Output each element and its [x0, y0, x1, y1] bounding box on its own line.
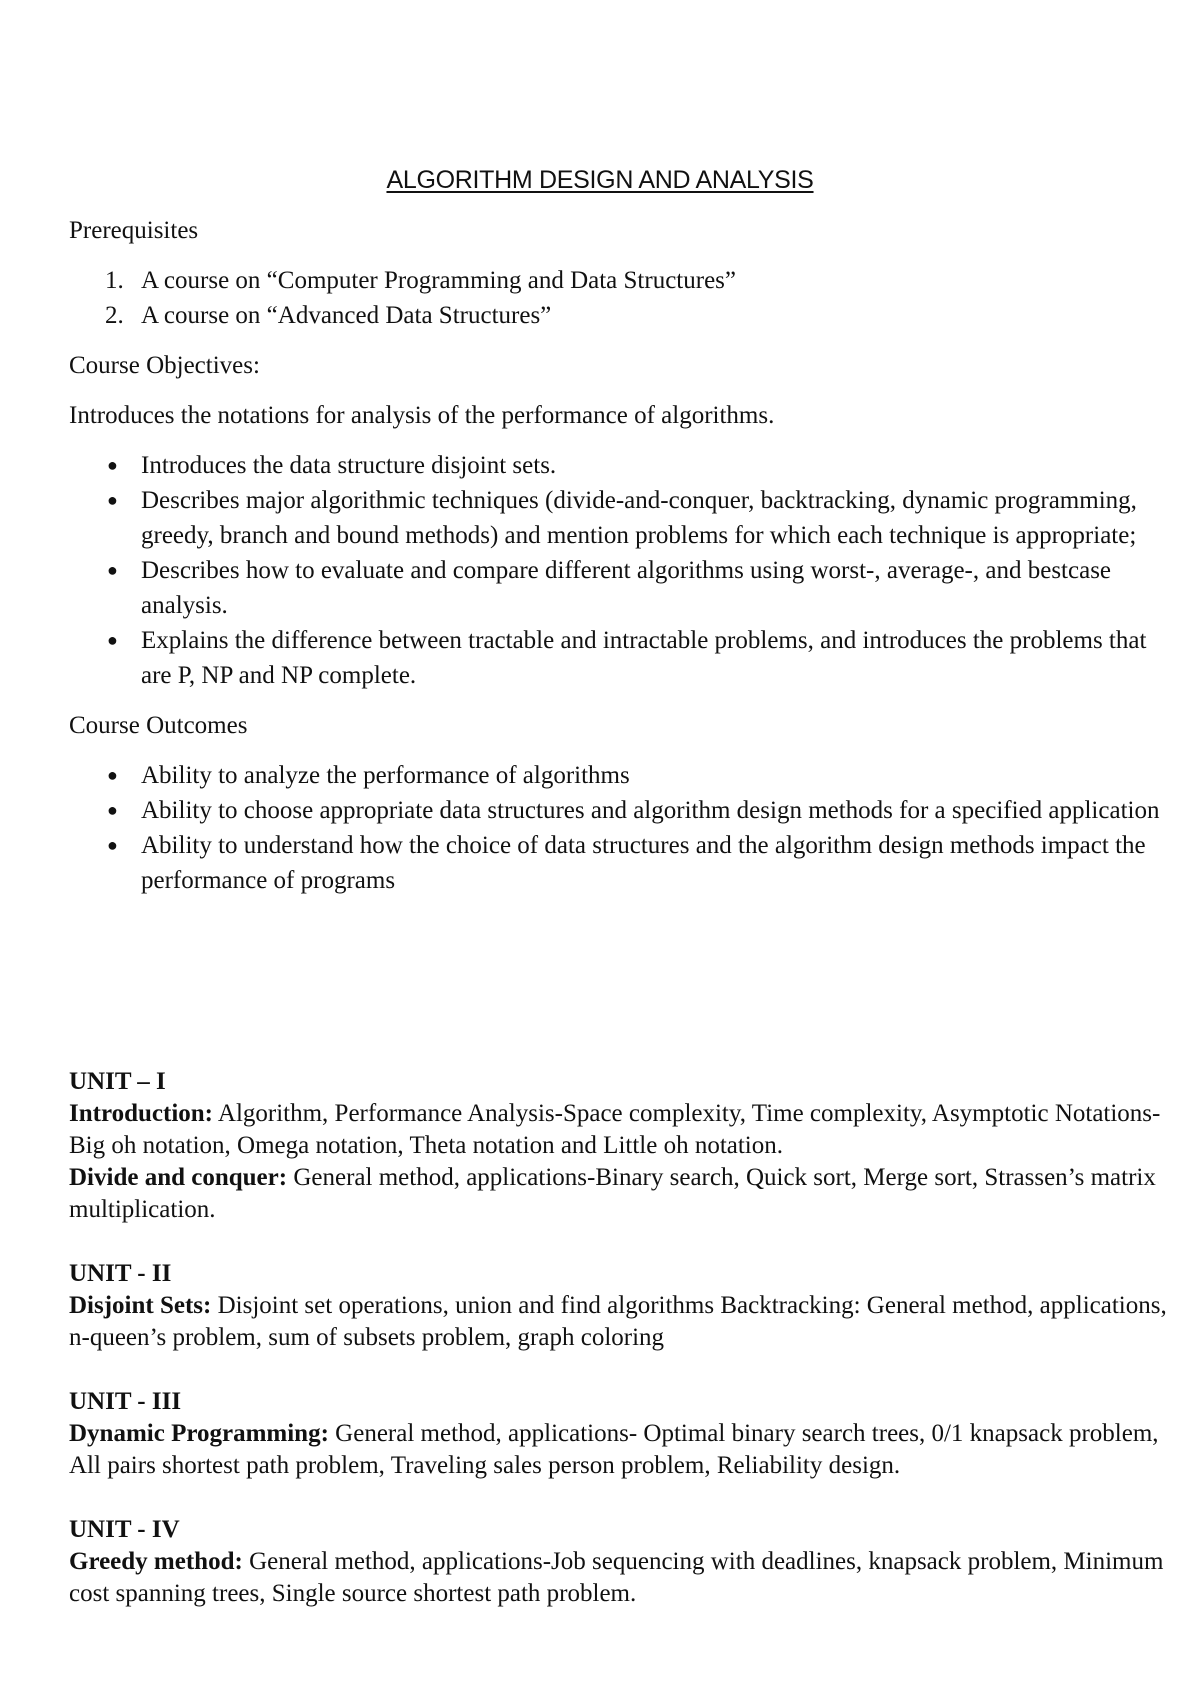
list-item-text: Ability to understand how the choice of data structures and the algorithm design methods impact the performance of programs	[141, 832, 1146, 894]
list-item-text: Ability to choose appropriate data structures and algorithm design methods for a specified application	[141, 797, 1160, 824]
outcomes-list	[69, 758, 1179, 898]
unit-section	[69, 1162, 1179, 1226]
list-item	[69, 758, 1179, 793]
list-item-text: Introduces the data structure disjoint sets.	[141, 452, 557, 479]
course-overview	[69, 213, 1179, 913]
unit-section	[69, 1098, 1179, 1162]
list-item	[69, 483, 1179, 553]
unit-section	[69, 1290, 1179, 1354]
list-item	[69, 298, 1179, 333]
objectives-intro: Introduces the notations for analysis of the performance of algorithms.	[69, 402, 775, 429]
list-number: 1.	[105, 267, 124, 294]
section-label: Introduction:	[69, 1100, 214, 1127]
unit-heading: UNIT - III	[69, 1388, 182, 1415]
outcomes-label: Course Outcomes	[69, 712, 248, 739]
unit-section	[69, 1418, 1179, 1482]
bullet-icon: ●	[107, 560, 118, 580]
list-item	[69, 553, 1179, 623]
list-item-text: Ability to analyze the performance of algorithms	[141, 762, 630, 789]
list-item	[69, 623, 1179, 693]
prerequisites-list	[69, 263, 1179, 333]
unit-3	[69, 1386, 1179, 1482]
list-item	[69, 828, 1179, 898]
list-item-text: Explains the difference between tractable and intractable problems, and introduces the problems that are P, NP and NP complete.	[141, 627, 1147, 689]
unit-2	[69, 1258, 1179, 1354]
objectives-label: Course Objectives:	[69, 352, 260, 379]
syllabus-units	[69, 1066, 1179, 1642]
unit-section	[69, 1546, 1179, 1610]
section-label: Disjoint Sets:	[69, 1292, 212, 1319]
unit-4	[69, 1514, 1179, 1610]
unit-heading: UNIT – I	[69, 1068, 166, 1095]
section-label: Greedy method:	[69, 1548, 243, 1575]
list-number: 2.	[105, 302, 124, 329]
unit-heading: UNIT - IV	[69, 1516, 180, 1543]
bullet-icon: ●	[107, 630, 118, 650]
section-label: Dynamic Programming:	[69, 1420, 329, 1447]
bullet-icon: ●	[107, 490, 118, 510]
page-title: ALGORITHM DESIGN AND ANALYSIS	[386, 166, 814, 194]
section-text: General method, applications- Optimal binary search trees, 0/1 knapsack problem, All pairs shortest path problem, Traveling sales person problem, Reliability design.	[69, 1420, 1159, 1479]
list-item-text: Describes major algorithmic techniques (divide-and-conquer, backtracking, dynamic programming, greedy, branch and bound methods) and mention problems for which each technique is appropriate;	[141, 487, 1137, 549]
list-item-text: Describes how to evaluate and compare different algorithms using worst-, average-, and bestcase analysis.	[141, 557, 1112, 619]
unit-heading: UNIT - II	[69, 1260, 172, 1287]
list-item	[69, 793, 1179, 828]
bullet-icon: ●	[107, 455, 118, 475]
objectives-list	[69, 448, 1179, 693]
section-label: Divide and conquer:	[69, 1164, 288, 1191]
section-text: Algorithm, Performance Analysis-Space complexity, Time complexity, Asymptotic Notations- Big oh notation, Omega notation, Theta notation and Little oh notation.	[69, 1100, 1161, 1159]
bullet-icon: ●	[107, 800, 118, 820]
list-item-text: A course on “Advanced Data Structures”	[141, 302, 552, 329]
bullet-icon: ●	[107, 765, 118, 785]
prerequisites-label: Prerequisites	[69, 217, 199, 244]
list-item-text: A course on “Computer Programming and Data Structures”	[141, 267, 736, 294]
section-text: Disjoint set operations, union and find algorithms Backtracking: General method, applications, n-queen’s problem, sum of subsets problem, graph coloring	[69, 1292, 1167, 1351]
list-item	[69, 263, 1179, 298]
list-item	[69, 448, 1179, 483]
section-text: General method, applications-Binary search, Quick sort, Merge sort, Strassen’s matrix multiplication.	[69, 1164, 1156, 1223]
section-text: General method, applications-Job sequencing with deadlines, knapsack problem, Minimum cost spanning trees, Single source shortest path problem.	[69, 1548, 1164, 1607]
bullet-icon: ●	[107, 835, 118, 855]
unit-1	[69, 1066, 1179, 1226]
